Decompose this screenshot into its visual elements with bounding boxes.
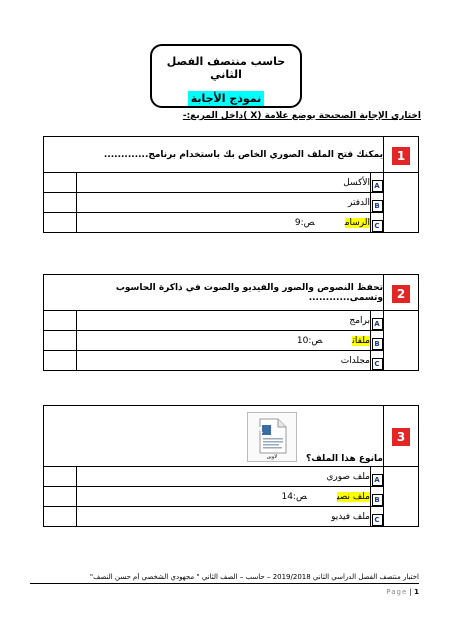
answer-box[interactable] — [44, 213, 77, 233]
question-3 — [43, 405, 419, 527]
letter-cell — [371, 213, 384, 233]
question-number-cell — [384, 275, 419, 311]
letter-cell — [371, 173, 384, 193]
option-text — [77, 173, 371, 193]
answer-box[interactable] — [44, 507, 77, 527]
answer-box[interactable] — [44, 351, 77, 371]
answer-box[interactable] — [44, 331, 77, 351]
page-number-line: 1 | Page — [386, 588, 419, 596]
text-file-image — [247, 412, 297, 462]
letter-cell — [371, 331, 384, 351]
option-text — [77, 351, 371, 371]
letter-cell — [371, 351, 384, 371]
answer-box[interactable] — [44, 487, 77, 507]
question-text: يمكنك فتح الملف الصوري الخاص بك باستخدام برنامج............. — [44, 137, 384, 173]
question-text: تحفظ النصوص والصور والفيديو والصوت في ذاكرة الحاسوب وتسمى............ — [44, 275, 384, 311]
letter-cell — [371, 507, 384, 527]
option-label: ملف فيديو — [331, 511, 370, 522]
footer-text: اختبار منتصف الفصل الدراسي الثاني 2019/2018 – حاسب – الصف الثاني " مجهودي الشخصي أم حسن النصف" — [30, 573, 419, 584]
option-letter: C — [372, 358, 383, 370]
option-label: برامج — [349, 315, 370, 326]
instructions: اختاري الإجابة الصحيحة بوضع علامة (X )داخل المربع:- — [182, 111, 421, 121]
letter-cell — [371, 487, 384, 507]
letter-cell — [371, 193, 384, 213]
option-letter: B — [372, 494, 383, 506]
option-letter: A — [372, 318, 383, 330]
option-letter: C — [372, 220, 383, 232]
page-reference: ص:14 — [281, 491, 307, 502]
question-number: 2 — [392, 285, 410, 303]
correct-answer: ملف نصي — [336, 491, 370, 502]
page-reference: ص:9 — [294, 217, 315, 228]
blank-cell — [384, 173, 419, 233]
question-text-cell — [44, 406, 384, 467]
option-text — [77, 311, 371, 331]
option-letter: B — [372, 200, 383, 212]
option-label: مجلدات — [340, 355, 370, 366]
option-text — [77, 507, 371, 527]
title-box — [150, 44, 302, 108]
option-text — [77, 331, 371, 351]
question-1 — [43, 136, 419, 233]
question-2 — [43, 274, 419, 371]
page-word: Page — [386, 588, 408, 596]
file-image-label: لاوين — [266, 454, 278, 460]
question-number: 3 — [392, 428, 410, 446]
option-text — [77, 213, 371, 233]
letter-cell — [371, 311, 384, 331]
option-letter: A — [372, 474, 383, 486]
option-label: الدفتر — [348, 197, 370, 208]
answer-box[interactable] — [44, 311, 77, 331]
answer-box[interactable] — [44, 467, 77, 487]
correct-answer: ملفات — [352, 335, 370, 346]
option-letter: B — [372, 338, 383, 350]
question-number-cell — [384, 406, 419, 467]
letter-cell — [371, 467, 384, 487]
svg-text:A: A — [256, 425, 263, 435]
question-number: 1 — [392, 147, 410, 165]
option-letter: A — [372, 180, 383, 192]
page-reference: ص:10 — [296, 335, 323, 346]
option-letter: C — [372, 514, 383, 526]
blank-cell — [384, 311, 419, 371]
question-number-cell — [384, 137, 419, 173]
answer-box[interactable] — [44, 173, 77, 193]
page-subtitle: نموذج الأجابة — [188, 91, 265, 106]
option-text — [77, 487, 371, 507]
option-text — [77, 467, 371, 487]
answer-box[interactable] — [44, 193, 77, 213]
correct-answer: الرسام — [344, 217, 370, 228]
page-title: حاسب منتصف الفصل الثاني — [166, 55, 286, 81]
blank-cell — [384, 467, 419, 527]
option-text — [77, 193, 371, 213]
option-label: ملف صوري — [326, 471, 370, 482]
page-number: 1 — [414, 588, 419, 596]
option-label: الأكسل — [343, 177, 370, 188]
question-text: مانوع هذا الملف؟ — [305, 454, 383, 464]
